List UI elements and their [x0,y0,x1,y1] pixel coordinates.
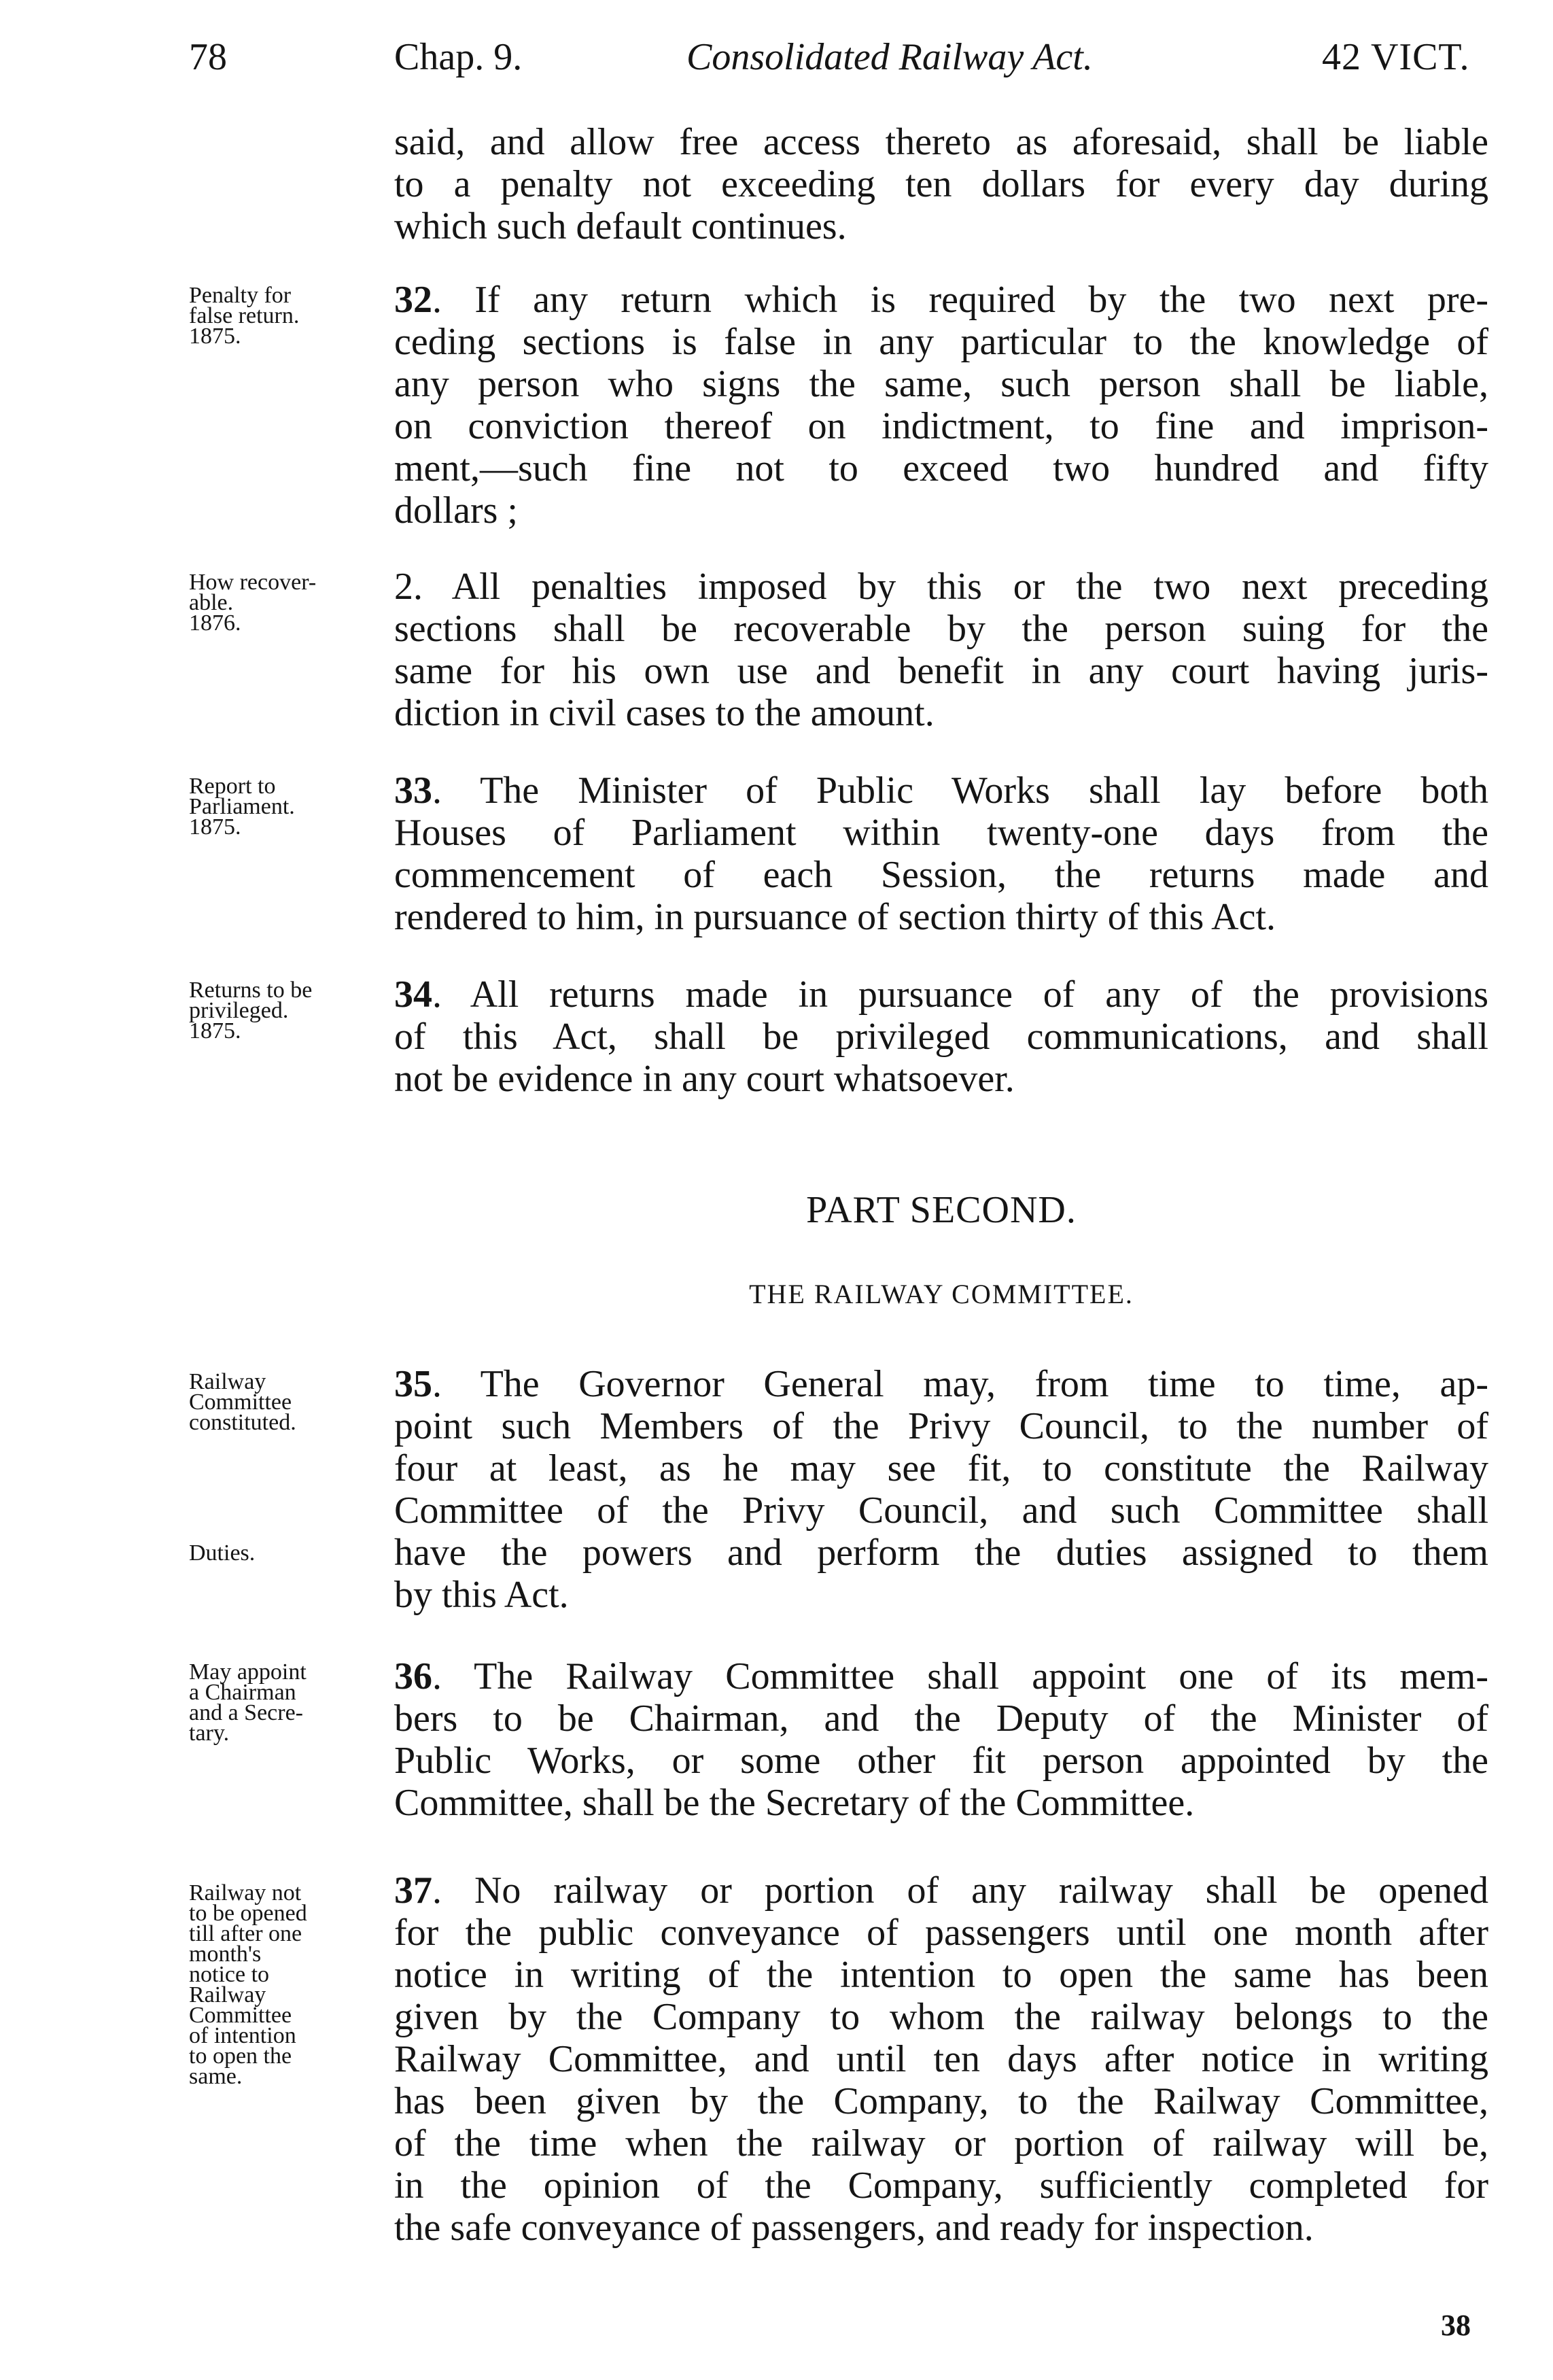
marginal-note-line: false return. [189,303,300,328]
section-number: 2 [394,566,413,608]
marginal-note-line: Railway [189,1369,266,1394]
marginal-note-line: till after one [189,1921,302,1946]
text-line: any person who signs the same, such person shall be liable, [394,363,1488,405]
regnal-year: 42 VICT. [1322,36,1470,78]
marginal-note-chairman [189,1659,393,1746]
text-line: not be evidence in any court whatsoever. [394,1058,1015,1100]
section-32 [394,279,1488,532]
catchword: 38 [1441,2309,1471,2342]
marginal-note-line: to be opened [189,1901,307,1926]
marginal-note-line: 1875. [189,324,241,349]
section-number: 37 [394,1869,432,1912]
text-line: . All penalties imposed by this or the two next preceding [413,566,1488,608]
text-line: given by the Company to whom the railway belongs to the [394,1996,1488,2038]
text-line: sections shall be recoverable by the person suing for the [394,608,1488,650]
text-line: . The Minister of Public Works shall lay before both [432,770,1488,812]
section-number: 33 [394,770,432,812]
marginal-note-line: Railway [189,1982,266,2007]
marginal-note-line: Duties. [189,1540,256,1566]
section-number: 32 [394,279,432,321]
marginal-note-line: Returns to be [189,978,313,1003]
text-line: . The Railway Committee shall appoint one of its mem- [432,1655,1488,1697]
section-number: 34 [394,973,432,1016]
text-line: . If any return which is required by the two next pre- [432,279,1488,321]
text-line: by this Act. [394,1574,569,1616]
part-subheading: THE RAILWAY COMMITTEE. [749,1279,1134,1309]
text-line: of this Act, shall be privileged communications, and shall [394,1016,1488,1058]
marginal-note-line: month's [189,1942,262,1967]
text-line: in the opinion of the Company, sufficiently completed for [394,2165,1488,2207]
text-line: Committee, shall be the Secretary of the Committee. [394,1782,1195,1824]
text-line: dollars ; [394,489,518,532]
text-line: the safe conveyance of passengers, and ready for inspection. [394,2207,1314,2249]
text-line: . All returns made in pursuance of any of the provisions [432,973,1488,1016]
marginal-note-line: a Chairman [189,1680,296,1705]
marginal-note-duties [189,1540,393,1566]
marginal-note-line: May appoint [189,1659,307,1685]
part-heading: PART SECOND. [806,1189,1077,1231]
text-line: Railway Committee, and until ten days after notice in writing [394,2038,1488,2080]
marginal-note-line: and a Secre- [189,1700,304,1725]
section-number: 35 [394,1363,432,1405]
marginal-note-privileged [189,978,393,1044]
text-line: have the powers and perform the duties assigned to them [394,1532,1488,1574]
text-line: for the public conveyance of passengers until one month after [394,1912,1488,1954]
text-line: rendered to him, in pursuance of section thirty of this Act. [394,896,1276,938]
text-line: notice in writing of the intention to open the same has been [394,1954,1488,1996]
marginal-note-penalty [189,283,393,349]
marginal-note-line: 1875. [189,1018,241,1044]
section-35 [394,1363,1488,1616]
marginal-note-line: notice to [189,1962,270,1987]
text-line: of the time when the railway or portion of railway will be, [394,2122,1488,2165]
text-line: said, and allow free access thereto as aforesaid, shall be liable [394,121,1488,163]
marginal-note-line: same. [189,2064,243,2089]
text-line: commencement of each Session, the returns made and [394,854,1488,896]
text-line: . The Governor General may, from time to time, ap- [432,1363,1488,1405]
text-line: . No railway or portion of any railway shall be opened [432,1869,1488,1912]
marginal-note-line: Penalty for [189,283,292,308]
marginal-note-line: 1875. [189,814,241,840]
text-line: has been given by the Company, to the Railway Committee, [394,2080,1488,2122]
marginal-note-line: of intention [189,2023,296,2048]
text-line: ceding sections is false in any particular to the knowledge of [394,321,1488,363]
chapter-label: Chap. 9. [394,36,523,78]
marginal-note-line: able. [189,590,234,615]
section-number: 36 [394,1655,432,1697]
text-line: ment,—such fine not to exceed two hundred and fifty [394,447,1488,489]
marginal-note-line: constituted. [189,1410,296,1435]
section-33 [394,770,1488,938]
section-34 [394,973,1488,1100]
text-line: Committee of the Privy Council, and such Committee shall [394,1489,1488,1532]
marginal-note-line: Committee [189,2003,292,2028]
section-37 [394,1869,1488,2249]
text-line: point such Members of the Privy Council, to the number of [394,1405,1488,1447]
text-line: to a penalty not exceeding ten dollars for every day during [394,163,1488,205]
text-line: Houses of Parliament within twenty-one days from the [394,812,1488,854]
running-title: Consolidated Railway Act. [686,36,1093,78]
text-line: four at least, as he may see fit, to constitute the Railway [394,1447,1488,1489]
page-number: 78 [189,36,227,78]
marginal-note-line: privileged. [189,998,289,1023]
marginal-note-line: tary. [189,1721,230,1746]
marginal-note-line: Railway not [189,1880,302,1905]
paragraph-continuation [394,121,1488,247]
section-2 [394,566,1488,734]
marginal-note-line: Parliament. [189,794,295,819]
marginal-note-opening [189,1880,393,2089]
text-line: which such default continues. [394,205,847,247]
marginal-note-recoverable [189,572,393,634]
marginal-note-committee [189,1369,393,1435]
text-line: Public Works, or some other fit person appointed by the [394,1740,1488,1782]
text-line: bers to be Chairman, and the Deputy of the Minister of [394,1697,1488,1740]
text-line: same for his own use and benefit in any court having juris- [394,650,1488,692]
marginal-note-report [189,776,393,838]
marginal-note-line: Committee [189,1390,292,1415]
text-line: on conviction thereof on indictment, to fine and imprison- [394,405,1488,447]
marginal-note-line: How recover- [189,570,317,595]
marginal-note-line: 1876. [189,610,241,636]
text-line: diction in civil cases to the amount. [394,692,935,734]
marginal-note-line: to open the [189,2043,292,2069]
section-36 [394,1655,1488,1824]
marginal-note-line: Report to [189,774,276,799]
